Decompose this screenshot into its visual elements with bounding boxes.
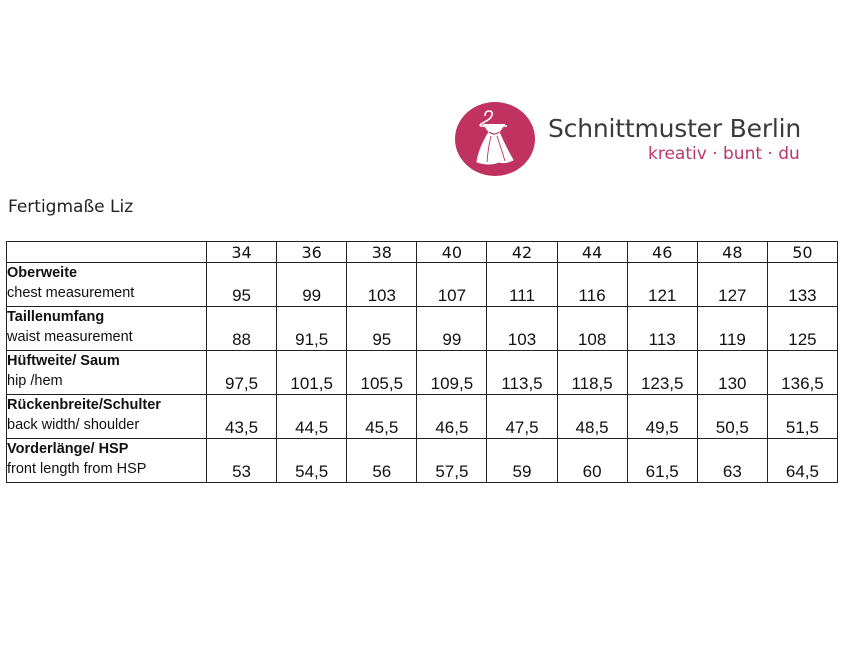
size-header: 34 bbox=[207, 242, 277, 263]
size-header: 48 bbox=[697, 242, 767, 263]
table-cell: 43,5 bbox=[207, 395, 277, 439]
table-cell: 45,5 bbox=[347, 395, 417, 439]
header-row bbox=[7, 242, 838, 263]
size-header: 44 bbox=[557, 242, 627, 263]
size-header: 36 bbox=[277, 242, 347, 263]
table-cell: 95 bbox=[347, 307, 417, 351]
brand-name: Schnittmuster Berlin bbox=[548, 114, 802, 143]
table-cell: 103 bbox=[347, 263, 417, 307]
table-row bbox=[7, 307, 838, 351]
size-header: 40 bbox=[417, 242, 487, 263]
table-cell: 105,5 bbox=[347, 351, 417, 395]
table-cell: 123,5 bbox=[627, 351, 697, 395]
table-cell: 99 bbox=[417, 307, 487, 351]
table-cell: 97,5 bbox=[207, 351, 277, 395]
row-label-english: hip /hem bbox=[7, 373, 63, 389]
brand-tagline: kreativ · bunt · du bbox=[648, 144, 800, 164]
row-label-german: Oberweite bbox=[7, 265, 78, 281]
table-cell: 46,5 bbox=[417, 395, 487, 439]
row-label-english: waist measurement bbox=[7, 329, 133, 345]
table-cell: 103 bbox=[487, 307, 557, 351]
size-header: 50 bbox=[767, 242, 837, 263]
size-header: 46 bbox=[627, 242, 697, 263]
table-cell: 118,5 bbox=[557, 351, 627, 395]
table-cell: 116 bbox=[557, 263, 627, 307]
size-chart-table bbox=[6, 241, 838, 483]
table-cell: 95 bbox=[207, 263, 277, 307]
size-header: 42 bbox=[487, 242, 557, 263]
row-label-german: Taillenumfang bbox=[7, 309, 105, 325]
table-cell: 63 bbox=[697, 439, 767, 483]
table-cell: 91,5 bbox=[277, 307, 347, 351]
table-cell: 127 bbox=[697, 263, 767, 307]
table-cell: 113,5 bbox=[487, 351, 557, 395]
row-label-german: Rückenbreite/Schulter bbox=[7, 397, 161, 413]
table-cell: 119 bbox=[697, 307, 767, 351]
table-cell: 88 bbox=[207, 307, 277, 351]
table-cell: 130 bbox=[697, 351, 767, 395]
table-cell: 121 bbox=[627, 263, 697, 307]
table-row bbox=[7, 263, 838, 307]
table-cell: 109,5 bbox=[417, 351, 487, 395]
table-cell: 47,5 bbox=[487, 395, 557, 439]
table-row bbox=[7, 439, 838, 483]
table-row bbox=[7, 351, 838, 395]
table-cell: 108 bbox=[557, 307, 627, 351]
table-cell: 49,5 bbox=[627, 395, 697, 439]
table-cell: 57,5 bbox=[417, 439, 487, 483]
table-cell: 60 bbox=[557, 439, 627, 483]
table-cell: 44,5 bbox=[277, 395, 347, 439]
dress-on-hanger-icon bbox=[455, 102, 535, 176]
table-cell: 111 bbox=[487, 263, 557, 307]
table-cell: 125 bbox=[767, 307, 837, 351]
table-cell: 56 bbox=[347, 439, 417, 483]
row-label bbox=[7, 263, 207, 307]
table-cell: 54,5 bbox=[277, 439, 347, 483]
table-cell: 101,5 bbox=[277, 351, 347, 395]
document-title: Fertigmaße Liz bbox=[8, 197, 134, 217]
table-cell: 136,5 bbox=[767, 351, 837, 395]
table-cell: 133 bbox=[767, 263, 837, 307]
row-label bbox=[7, 395, 207, 439]
table-cell: 51,5 bbox=[767, 395, 837, 439]
row-label bbox=[7, 439, 207, 483]
row-label bbox=[7, 307, 207, 351]
table-cell: 99 bbox=[277, 263, 347, 307]
table-cell: 113 bbox=[627, 307, 697, 351]
table-cell: 59 bbox=[487, 439, 557, 483]
brand-logo bbox=[455, 102, 815, 176]
row-label-german: Hüftweite/ Saum bbox=[7, 353, 120, 369]
header-empty-cell bbox=[7, 242, 207, 263]
row-label bbox=[7, 351, 207, 395]
table-cell: 61,5 bbox=[627, 439, 697, 483]
row-label-english: chest measurement bbox=[7, 285, 135, 301]
row-label-english: front length from HSP bbox=[7, 461, 147, 477]
table-cell: 48,5 bbox=[557, 395, 627, 439]
row-label-german: Vorderlänge/ HSP bbox=[7, 441, 129, 457]
table-cell: 53 bbox=[207, 439, 277, 483]
table-cell: 107 bbox=[417, 263, 487, 307]
table-row bbox=[7, 395, 838, 439]
table-cell: 64,5 bbox=[767, 439, 837, 483]
row-label-english: back width/ shoulder bbox=[7, 417, 140, 433]
table-cell: 50,5 bbox=[697, 395, 767, 439]
size-header: 38 bbox=[347, 242, 417, 263]
